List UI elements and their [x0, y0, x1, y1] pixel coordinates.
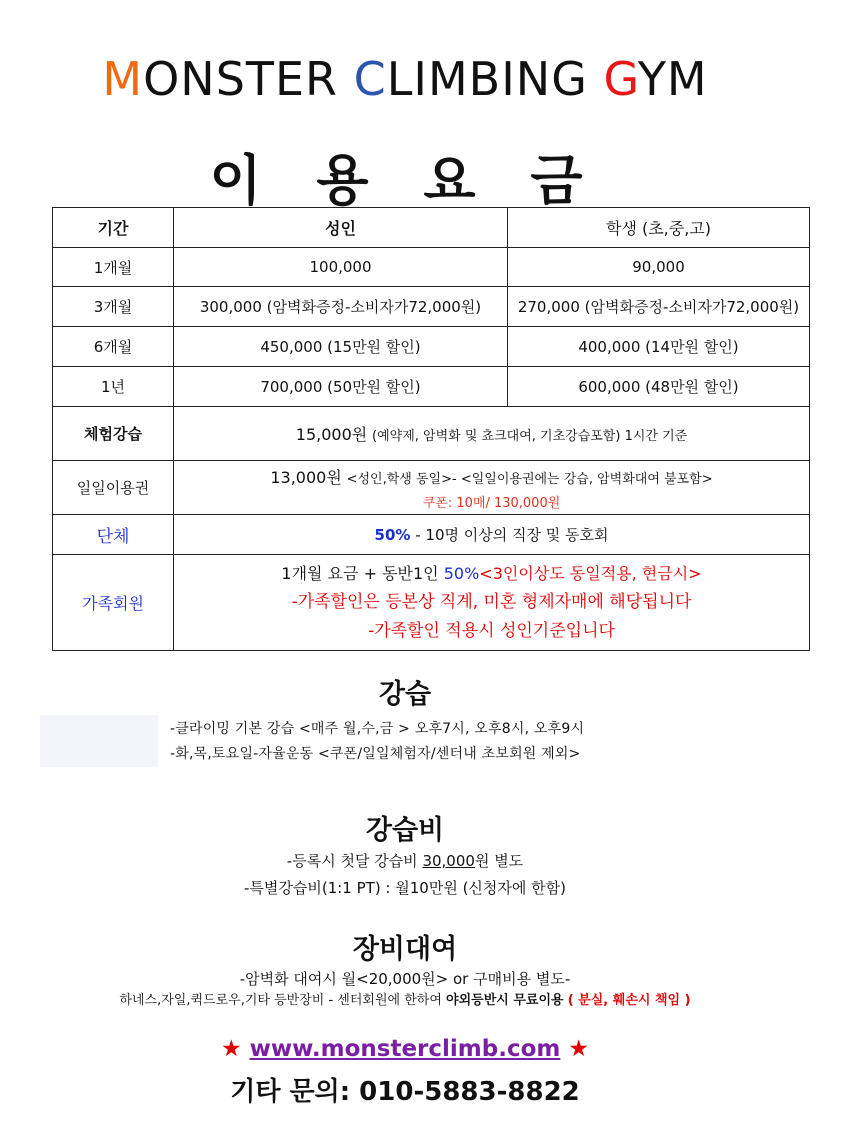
brand-word-climbing: CLIMBING	[353, 52, 604, 106]
rental-line-1: -암벽화 대여시 월<20,000원> or 구매비용 별도-	[239, 970, 571, 988]
rental-liability-note: ( 분실, 훼손시 책임 )	[567, 993, 691, 1008]
gym-brand-title	[0, 52, 810, 106]
lesson-fee-line-1: -등록시 첫달 강습비 30,000원 별도	[286, 852, 524, 870]
adult-price-cell: 300,000 (암벽화증정-소비자가72,000원)	[174, 287, 508, 327]
brand-word-gym: GYM	[603, 52, 708, 106]
family-line-3: -가족할인 적용시 성인기준입니다	[368, 621, 615, 641]
family-condition: <3인이상도 동일적용, 현금시>	[479, 564, 702, 583]
period-cell: 6개월	[53, 327, 174, 367]
adult-price-cell: 100,000	[174, 248, 508, 287]
contact-info: 기타 문의: 010-5883-8822	[230, 1077, 580, 1107]
period-cell: 1개월	[53, 248, 174, 287]
star-icon: ★	[221, 1036, 242, 1062]
lesson-fee-title: 강습비	[365, 815, 445, 846]
daily-note: <성인,학생 동일>- <일일이용권에는 강습, 암벽화대여 불포함>	[346, 471, 713, 487]
header-student: 학생 (초,중,고)	[508, 208, 810, 248]
lesson-fee-amount: 30,000	[422, 852, 475, 870]
family-row	[53, 555, 810, 651]
daily-row	[53, 461, 810, 515]
rental-title: 장비대여	[352, 934, 458, 965]
student-price-cell: 90,000	[508, 248, 810, 287]
group-detail	[174, 515, 810, 555]
daily-detail	[174, 461, 810, 515]
table-row	[53, 327, 810, 367]
family-detail	[174, 555, 810, 651]
student-price-cell: 270,000 (암벽화증정-소비자가72,000원)	[508, 287, 810, 327]
trial-label: 체험강습	[53, 407, 174, 461]
rental-free-note: 야외등반시 무료이용	[446, 993, 564, 1008]
family-label: 가족회원	[53, 555, 174, 651]
trial-detail	[174, 407, 810, 461]
group-row	[53, 515, 810, 555]
family-line-2: -가족할인은 등본상 직계, 미혼 형제자매에 해당됩니다	[291, 592, 692, 612]
star-icon: ★	[568, 1036, 589, 1062]
group-discount: 50%	[374, 526, 411, 544]
table-row	[53, 287, 810, 327]
family-discount: 50%	[443, 564, 480, 583]
lesson-schedule-line: -클라이밍 기본 강습 <매주 월,수,금 > 오후7시, 오후8시, 오후9시	[170, 721, 585, 737]
student-price-cell: 400,000 (14만원 할인)	[508, 327, 810, 367]
free-exercise-line: -화,목,토요일-자율운동 <쿠폰/일일체험자/센터내 초보회원 제외>	[170, 746, 581, 762]
header-period: 기간	[53, 208, 174, 248]
trial-note: (예약제, 암벽화 및 쵸크대여, 기초강습포함) 1시간 기준	[372, 429, 688, 444]
trial-price: 15,000원	[295, 425, 368, 444]
header-adult: 성인	[174, 208, 508, 248]
period-cell: 3개월	[53, 287, 174, 327]
price-table	[52, 207, 810, 651]
lesson-highlight-box	[40, 715, 158, 767]
student-price-cell: 600,000 (48만원 할인)	[508, 367, 810, 407]
adult-price-cell: 700,000 (50만원 할인)	[174, 367, 508, 407]
trial-row	[53, 407, 810, 461]
daily-label: 일일이용권	[53, 461, 174, 515]
table-row	[53, 367, 810, 407]
coupon-text: 쿠폰: 10매/ 130,000원	[422, 495, 561, 511]
table-row	[53, 248, 810, 287]
family-line-1: 1개월 요금 + 동반1인 50%<3인이상도 동일적용, 현금시>	[281, 564, 702, 583]
group-label: 단체	[53, 515, 174, 555]
rental-line-2: 하네스,자일,퀵드로우,기타 등반장비 - 센터회원에 한하여 야외등반시 무료이용 ( 분실, 훼손시 책임 )	[119, 993, 691, 1008]
lesson-fee-line-2: -특별강습비(1:1 PT) : 월10만원 (신청자에 한함)	[243, 879, 566, 897]
group-text: - 10명 이상의 직장 및 동호회	[415, 526, 609, 544]
brand-word-monster: MONSTER	[102, 52, 354, 106]
page-title: 이 용 요 금	[209, 149, 601, 212]
table-header-row	[53, 208, 810, 248]
period-cell: 1년	[53, 367, 174, 407]
adult-price-cell: 450,000 (15만원 할인)	[174, 327, 508, 367]
lessons-title: 강습	[378, 679, 432, 710]
website-link[interactable]: www.monsterclimb.com	[249, 1036, 561, 1062]
daily-price: 13,000원	[270, 467, 342, 487]
website-line	[0, 1036, 810, 1062]
